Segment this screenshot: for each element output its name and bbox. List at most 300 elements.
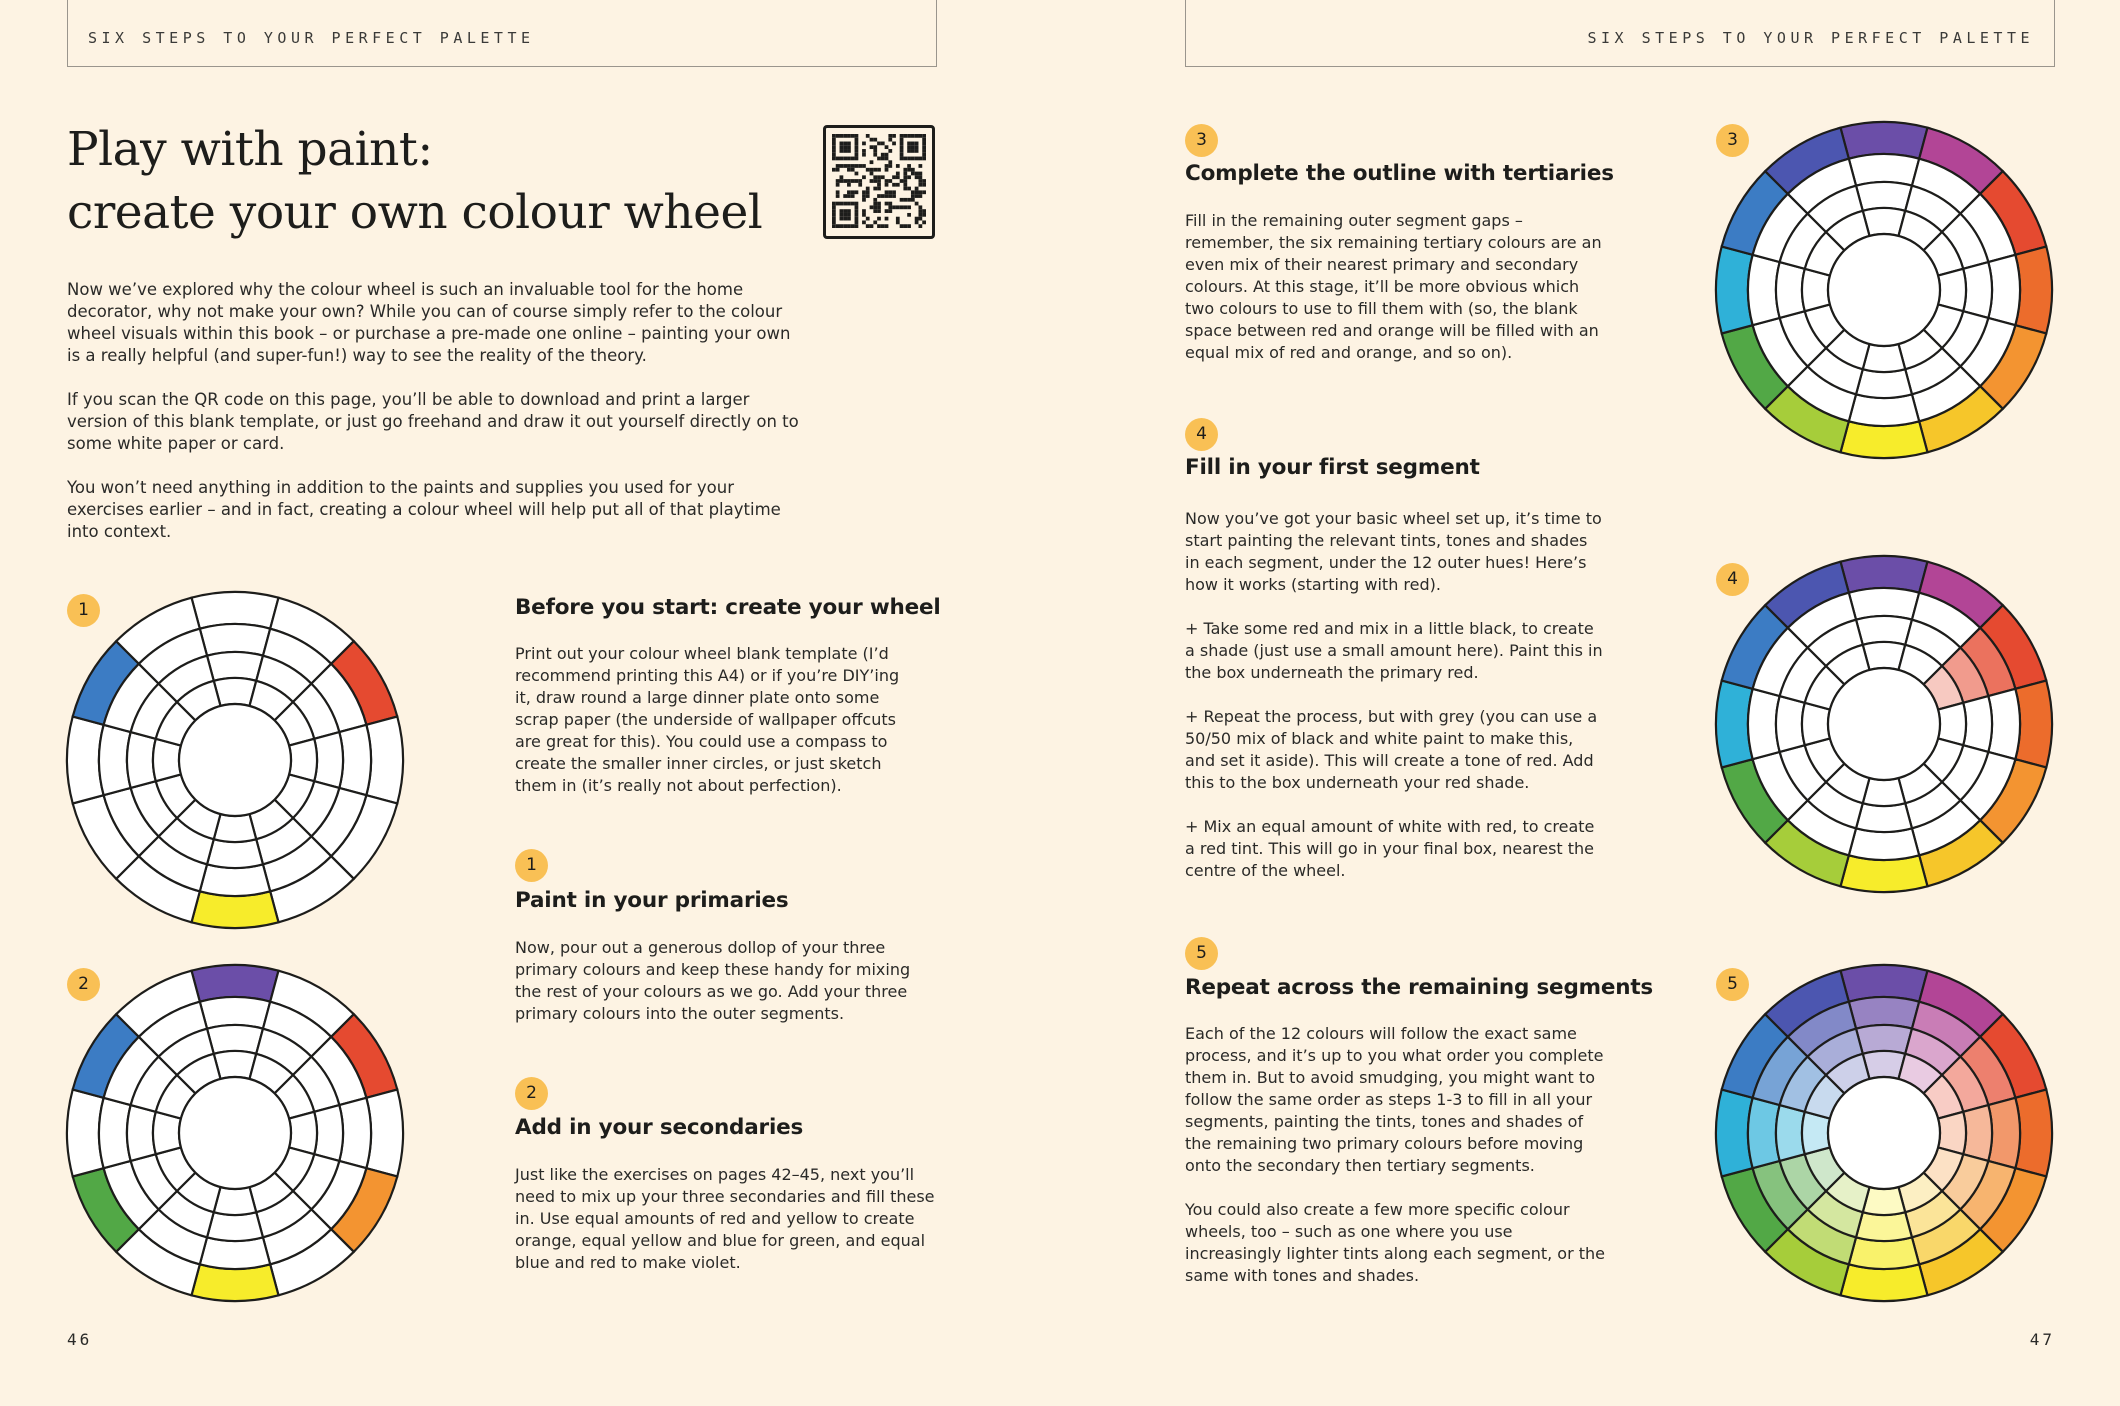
qr-module xyxy=(911,134,915,138)
qr-module xyxy=(855,220,859,224)
intro-paragraph-3: You won’t need anything in addition to the paints and supplies you used for your exercises earlier – and in fact, creating a colour wheel will help put all of that playtime into context. xyxy=(67,478,781,541)
qr-module xyxy=(840,157,844,161)
qr-module xyxy=(885,145,889,149)
qr-module xyxy=(922,149,926,153)
qr-module xyxy=(843,194,847,198)
qr-module xyxy=(918,157,922,161)
qr-module xyxy=(843,157,847,161)
qr-module xyxy=(918,205,922,209)
qr-module xyxy=(855,190,859,194)
qr-module xyxy=(877,179,881,183)
qr-module xyxy=(907,213,911,217)
wheel-centre xyxy=(1828,234,1940,346)
wheel-cell-ring2-seg0 xyxy=(1856,616,1912,645)
qr-module xyxy=(907,149,911,153)
page-number-right: 47 xyxy=(2029,1330,2055,1349)
qr-module xyxy=(888,160,892,164)
qr-module xyxy=(888,202,892,206)
qr-module xyxy=(847,142,851,146)
qr-module xyxy=(851,134,855,138)
step-title-4: Fill in your first segment xyxy=(1185,455,1480,480)
qr-module xyxy=(843,179,847,183)
qr-module xyxy=(873,198,877,202)
qr-module xyxy=(915,157,919,161)
before-title: Before you start: create your wheel xyxy=(515,595,941,620)
qr-module xyxy=(843,217,847,221)
qr-module xyxy=(903,172,907,176)
wheel-cell-ring2-seg9 xyxy=(1776,1105,1805,1161)
qr-module xyxy=(918,134,922,138)
qr-module xyxy=(900,198,904,202)
step-title-5: Repeat across the remaining segments xyxy=(1185,975,1653,1000)
qr-module xyxy=(855,164,859,168)
qr-module xyxy=(870,224,874,228)
qr-module xyxy=(873,187,877,191)
step-body-3 xyxy=(1185,210,1605,386)
step-body-2 xyxy=(515,1164,935,1296)
qr-module xyxy=(900,205,904,209)
qr-module xyxy=(907,157,911,161)
qr-module xyxy=(870,179,874,183)
wheel-cell-ring2-seg9 xyxy=(127,732,156,788)
qr-module xyxy=(847,134,851,138)
qr-module xyxy=(900,142,904,146)
qr-module xyxy=(851,164,855,168)
qr-module xyxy=(832,145,836,149)
qr-module xyxy=(911,168,915,172)
qr-module xyxy=(885,183,889,187)
qr-module xyxy=(873,209,877,213)
wheel-cell-ring2-seg6 xyxy=(1856,369,1912,398)
qr-module xyxy=(855,153,859,157)
qr-module xyxy=(915,172,919,176)
qr-module xyxy=(900,138,904,142)
qr-module xyxy=(836,134,840,138)
step-4-paragraph-2: + Take some red and mix in a little black, to create a shade (just use a small amount here). Paint this in the box underneath the primary red. xyxy=(1185,619,1603,682)
qr-module xyxy=(840,149,844,153)
qr-module xyxy=(907,224,911,228)
qr-module xyxy=(851,190,855,194)
qr-module xyxy=(885,209,889,213)
step-4-paragraph-4: + Mix an equal amount of white with red, to create a red tint. This will go in your final box, nearest the centre of the wheel. xyxy=(1185,817,1595,880)
colour-wheel-figure-4 xyxy=(1714,554,2054,894)
qr-module xyxy=(892,194,896,198)
qr-module xyxy=(873,220,877,224)
qr-module xyxy=(915,202,919,206)
qr-module xyxy=(915,142,919,146)
qr-module xyxy=(855,145,859,149)
qr-module xyxy=(858,179,862,183)
intro-paragraph-1: Now we’ve explored why the colour wheel is such an invaluable tool for the home decorator, why not make your own? While you can of course simply refer to the colour wheel visuals within this book – or purchase a pre-made one online – painting your own is a really helpful (and super-fun!) way to see the reality of the theory. xyxy=(67,280,791,365)
qr-module xyxy=(836,179,840,183)
qr-module xyxy=(922,179,926,183)
step-badge-2: 2 xyxy=(515,1077,548,1110)
qr-module xyxy=(870,172,874,176)
step-body-5 xyxy=(1185,1023,1605,1309)
qr-module xyxy=(847,224,851,228)
qr-module xyxy=(847,190,851,194)
qr-module xyxy=(907,205,911,209)
qr-module xyxy=(855,138,859,142)
qr-module xyxy=(832,157,836,161)
qr-module xyxy=(851,179,855,183)
step-badge-5: 5 xyxy=(1185,937,1218,970)
qr-module xyxy=(832,142,836,146)
qr-module xyxy=(911,142,915,146)
step-body-1 xyxy=(515,937,915,1047)
qr-module xyxy=(885,217,889,221)
qr-module xyxy=(896,217,900,221)
qr-module xyxy=(862,194,866,198)
qr-module xyxy=(870,168,874,172)
qr-module xyxy=(862,190,866,194)
step-3-paragraph: Fill in the remaining outer segment gaps – remember, the six remaining tertiary colours are an even mix of their nearest primary and secondary colours. At this stage, it’ll be more obvious which two colours to use to fill them with (so, the blank space between red and orange will be filled with an equal mix of red and orange, and so on). xyxy=(1185,211,1602,362)
qr-module xyxy=(840,145,844,149)
qr-module xyxy=(873,138,877,142)
qr-module xyxy=(840,209,844,213)
qr-module xyxy=(911,198,915,202)
qr-module xyxy=(881,157,885,161)
qr-module xyxy=(892,175,896,179)
wheel-cell-ring2-seg6 xyxy=(207,839,263,868)
qr-module xyxy=(877,168,881,172)
qr-module xyxy=(873,168,877,172)
qr-module xyxy=(903,179,907,183)
qr-module xyxy=(855,202,859,206)
step-1-paragraph: Now, pour out a generous dollop of your three primary colours and keep these handy for mixing the rest of your colours as we go. Add your three primary colours into the outer segments. xyxy=(515,938,911,1023)
qr-module xyxy=(918,172,922,176)
qr-module xyxy=(832,134,836,138)
qr-module xyxy=(907,168,911,172)
qr-module xyxy=(855,209,859,213)
qr-module xyxy=(843,202,847,206)
qr-module xyxy=(900,134,904,138)
qr-module xyxy=(847,145,851,149)
qr-module xyxy=(847,164,851,168)
wheel-cell-ring2-seg9 xyxy=(1776,262,1805,318)
figure-badge-2: 2 xyxy=(67,968,100,1001)
qr-module xyxy=(922,142,926,146)
title-line-2: create your own colour wheel xyxy=(67,185,763,240)
qr-module xyxy=(918,179,922,183)
qr-module xyxy=(896,205,900,209)
qr-module xyxy=(851,194,855,198)
qr-module xyxy=(885,157,889,161)
page-number-left: 46 xyxy=(67,1330,93,1349)
wheel-cell-ring2-seg0 xyxy=(1856,1025,1912,1054)
qr-module xyxy=(870,205,874,209)
qr-module xyxy=(843,149,847,153)
running-head-text: SIX STEPS TO YOUR PERFECT PALETTE xyxy=(1587,29,2034,47)
qr-module xyxy=(877,205,881,209)
qr-module xyxy=(903,198,907,202)
qr-module xyxy=(870,138,874,142)
qr-module xyxy=(855,224,859,228)
qr-module xyxy=(832,149,836,153)
qr-module xyxy=(836,168,840,172)
qr-module xyxy=(840,142,844,146)
wheel-cell-ring2-seg6 xyxy=(1856,803,1912,832)
qr-module xyxy=(840,179,844,183)
qr-module xyxy=(896,220,900,224)
qr-module xyxy=(922,183,926,187)
qr-module xyxy=(832,209,836,213)
qr-module xyxy=(847,157,851,161)
colour-wheel-figure-1 xyxy=(65,590,405,930)
qr-module xyxy=(918,175,922,179)
qr-module xyxy=(922,153,926,157)
step-title-3: Complete the outline with tertiaries xyxy=(1185,161,1614,186)
qr-module xyxy=(873,205,877,209)
qr-module xyxy=(903,224,907,228)
running-head-right xyxy=(1185,0,2055,67)
step-badge-3: 3 xyxy=(1185,124,1218,157)
qr-module xyxy=(892,142,896,146)
qr-module xyxy=(843,209,847,213)
qr-module xyxy=(918,209,922,213)
qr-module xyxy=(832,205,836,209)
qr-module xyxy=(836,164,840,168)
qr-module xyxy=(877,209,881,213)
qr-module xyxy=(888,164,892,168)
qr-module xyxy=(862,220,866,224)
qr-module xyxy=(851,157,855,161)
qr-module xyxy=(903,134,907,138)
qr-module xyxy=(907,142,911,146)
qr-module xyxy=(847,149,851,153)
qr-module xyxy=(866,217,870,221)
wheel-centre xyxy=(1828,1077,1940,1189)
qr-module xyxy=(847,183,851,187)
qr-module xyxy=(877,194,881,198)
qr-module xyxy=(907,145,911,149)
qr-module xyxy=(840,202,844,206)
wheel-cell-ring2-seg9 xyxy=(127,1105,156,1161)
qr-module xyxy=(877,202,881,206)
qr-module xyxy=(832,153,836,157)
qr-module xyxy=(885,153,889,157)
qr-module xyxy=(903,183,907,187)
qr-module xyxy=(836,194,840,198)
qr-module xyxy=(858,164,862,168)
qr-module xyxy=(870,145,874,149)
qr-module xyxy=(832,220,836,224)
qr-module xyxy=(855,157,859,161)
qr-module xyxy=(918,213,922,217)
qr-module xyxy=(881,224,885,228)
qr-module xyxy=(888,134,892,138)
qr-module xyxy=(847,194,851,198)
qr-module xyxy=(840,175,844,179)
figure-badge-3: 3 xyxy=(1716,124,1749,157)
qr-module xyxy=(847,179,851,183)
page-title xyxy=(67,118,762,244)
qr-module xyxy=(855,217,859,221)
qr-module xyxy=(877,157,881,161)
qr-module xyxy=(832,138,836,142)
qr-module xyxy=(888,205,892,209)
qr-module xyxy=(885,194,889,198)
qr-module xyxy=(922,157,926,161)
qr-module xyxy=(903,168,907,172)
colour-wheel-figure-5 xyxy=(1714,963,2054,1303)
wheel-cell-ring2-seg3 xyxy=(1963,1105,1992,1161)
qr-module xyxy=(915,190,919,194)
qr-module xyxy=(915,145,919,149)
colour-wheel-figure-2 xyxy=(65,963,405,1303)
qr-module xyxy=(888,149,892,153)
step-5-paragraph-2: You could also create a few more specific colour wheels, too – such as one where you use increasingly lighter tints along each segment, or the same with tones and shades. xyxy=(1185,1200,1606,1285)
qr-module xyxy=(877,187,881,191)
qr-module xyxy=(840,134,844,138)
qr-module xyxy=(870,160,874,164)
qr-module xyxy=(911,190,915,194)
qr-module xyxy=(922,190,926,194)
qr-module xyxy=(918,224,922,228)
qr-module xyxy=(873,153,877,157)
qr-module xyxy=(888,194,892,198)
qr-module xyxy=(840,213,844,217)
qr-module xyxy=(892,190,896,194)
qr-module xyxy=(915,134,919,138)
wheel-cell-ring2-seg0 xyxy=(207,652,263,681)
qr-module xyxy=(907,164,911,168)
qr-module xyxy=(840,217,844,221)
qr-module xyxy=(873,149,877,153)
qr-module xyxy=(862,149,866,153)
qr-module xyxy=(888,209,892,213)
wheel-cell-ring2-seg3 xyxy=(1963,262,1992,318)
wheel-cell-ring2-seg0 xyxy=(1856,182,1912,211)
qr-module xyxy=(836,224,840,228)
qr-module xyxy=(892,183,896,187)
qr-module xyxy=(873,175,877,179)
qr-module xyxy=(918,217,922,221)
qr-module xyxy=(832,224,836,228)
qr-module xyxy=(903,187,907,191)
qr-module xyxy=(855,134,859,138)
qr-module xyxy=(836,157,840,161)
qr-module xyxy=(862,198,866,202)
qr-module xyxy=(922,134,926,138)
qr-module xyxy=(907,198,911,202)
wheel-cell-ring2-seg3 xyxy=(1963,696,1992,752)
step-title-1: Paint in your primaries xyxy=(515,888,789,913)
right-page xyxy=(1060,0,2120,1406)
qr-module xyxy=(900,145,904,149)
qr-module xyxy=(866,168,870,172)
qr-module xyxy=(903,157,907,161)
qr-module xyxy=(866,134,870,138)
qr-module xyxy=(832,168,836,172)
qr-module xyxy=(877,175,881,179)
qr-module xyxy=(843,224,847,228)
qr-module xyxy=(855,149,859,153)
qr-module xyxy=(855,179,859,183)
intro-text xyxy=(67,279,807,565)
qr-module xyxy=(885,168,889,172)
qr-module xyxy=(900,179,904,183)
qr-module xyxy=(888,179,892,183)
step-4-paragraph-3: + Repeat the process, but with grey (you can use a 50/50 mix of black and white paint to make this, and set it aside). This will create a tone of red. Add this to the box underneath your red shade. xyxy=(1185,707,1598,792)
step-body-4 xyxy=(1185,508,1605,904)
qr-module xyxy=(862,153,866,157)
running-head-left xyxy=(67,0,937,67)
qr-module xyxy=(911,172,915,176)
qr-module xyxy=(907,187,911,191)
figure-badge-5: 5 xyxy=(1716,968,1749,1001)
qr-module xyxy=(862,213,866,217)
qr-module xyxy=(851,168,855,172)
qr-code[interactable] xyxy=(823,125,935,239)
qr-module xyxy=(847,168,851,172)
wheel-cell-ring2-seg6 xyxy=(1856,1212,1912,1241)
qr-module xyxy=(862,175,866,179)
qr-module xyxy=(911,145,915,149)
qr-module xyxy=(832,213,836,217)
running-head-text: SIX STEPS TO YOUR PERFECT PALETTE xyxy=(88,29,535,47)
qr-module xyxy=(892,205,896,209)
figure-badge-4: 4 xyxy=(1716,563,1749,596)
wheel-cell-ring2-seg9 xyxy=(1776,696,1805,752)
qr-module xyxy=(900,153,904,157)
wheel-cell-ring2-seg3 xyxy=(314,1105,343,1161)
wheel-centre xyxy=(1828,668,1940,780)
qr-module xyxy=(885,164,889,168)
qr-module xyxy=(843,145,847,149)
qr-module xyxy=(847,202,851,206)
step-badge-1: 1 xyxy=(515,849,548,882)
qr-module xyxy=(915,220,919,224)
step-2-paragraph: Just like the exercises on pages 42–45, next you’ll need to mix up your three secondaries and fill these in. Use equal amounts of red and yellow to create orange, equal yellow and blue for green, and equal blue and red to make violet. xyxy=(515,1165,935,1272)
qr-module xyxy=(922,138,926,142)
qr-module xyxy=(877,224,881,228)
qr-module xyxy=(873,179,877,183)
qr-module xyxy=(903,175,907,179)
qr-module xyxy=(896,164,900,168)
qr-module xyxy=(918,190,922,194)
qr-module xyxy=(866,224,870,228)
qr-module xyxy=(836,202,840,206)
qr-module xyxy=(877,142,881,146)
qr-module xyxy=(915,194,919,198)
intro-paragraph-2: If you scan the QR code on this page, you’ll be able to download and print a larger version of this blank template, or just go freehand and draw it out yourself directly on to some white paper or card. xyxy=(67,390,799,453)
qr-module xyxy=(911,157,915,161)
step-title-2: Add in your secondaries xyxy=(515,1115,804,1140)
qr-module xyxy=(907,134,911,138)
qr-module xyxy=(873,202,877,206)
step-4-paragraph-1: Now you’ve got your basic wheel set up, it’s time to start painting the relevant tints, tones and shades in each segment, under the 12 outer hues! Here’s how it works (starting with red). xyxy=(1185,509,1602,594)
qr-module xyxy=(855,205,859,209)
qr-module xyxy=(888,190,892,194)
qr-module xyxy=(922,209,926,213)
qr-module xyxy=(888,138,892,142)
wheel-cell-ring2-seg6 xyxy=(207,1212,263,1241)
qr-module xyxy=(855,142,859,146)
qr-module xyxy=(843,142,847,146)
qr-module xyxy=(915,187,919,191)
qr-module xyxy=(885,202,889,206)
qr-module xyxy=(885,224,889,228)
qr-module xyxy=(911,149,915,153)
qr-module xyxy=(896,175,900,179)
step-5-paragraph-1: Each of the 12 colours will follow the exact same process, and it’s up to you what order you complete them in. But to avoid smudging, you might want to follow the same order as steps 1-3 to fill in all your segments, painting the tints, tones and shades of the remaining two primary colours before moving onto the secondary then tertiary segments. xyxy=(1185,1024,1604,1175)
qr-module xyxy=(881,175,885,179)
qr-module xyxy=(855,172,859,176)
qr-module xyxy=(866,194,870,198)
qr-module xyxy=(885,179,889,183)
qr-module xyxy=(881,142,885,146)
